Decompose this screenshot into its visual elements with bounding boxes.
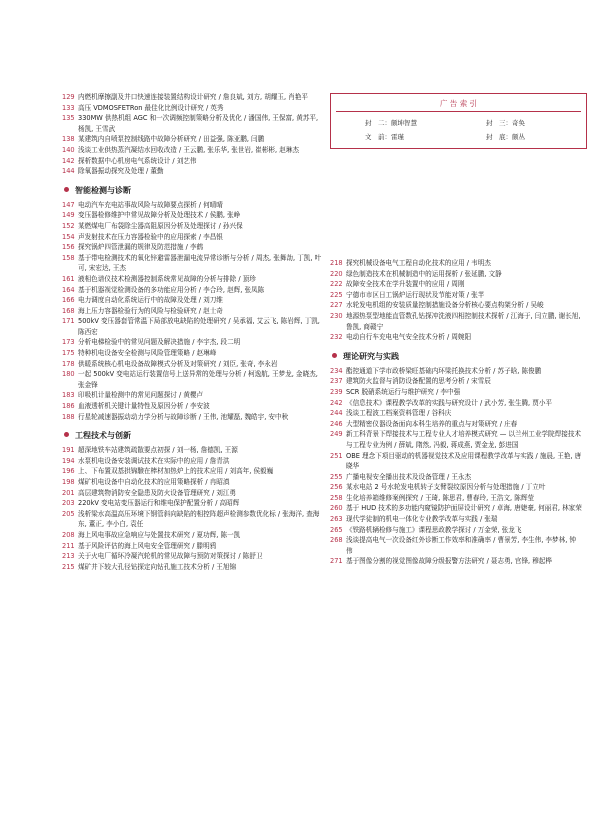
article-title: 探析数据中心机房电气系统设计 / 刘艺伟 <box>78 156 197 165</box>
article-title: 宁德市市区日工锅炉运行现状及节能对策 / 张芊 <box>346 290 485 299</box>
page-number: 265 <box>330 525 343 534</box>
article-title: 液相色谱仪技术检测器控制系统常见故障的分析与排除 / 顶珍 <box>78 274 256 283</box>
page-number: 255 <box>330 472 343 481</box>
article-title: 上、下布置双基拱锦驗在棒材加热炉上的技术应用 / 刘高年, 侯毅巍 <box>78 467 274 476</box>
page-number: 171 <box>62 317 75 326</box>
page-number: 258 <box>330 493 343 502</box>
article-title: 超深地铁车站建筑疏散要点初探 / 刘一杨, 詹德凯, 王源 <box>78 446 238 455</box>
page-number: 249 <box>330 430 343 439</box>
section-bullet-icon <box>64 432 69 437</box>
article-title: 现代学徒制的机电一体化专业教学改革与实践 / 张瑞 <box>346 515 498 524</box>
toc-entry <box>62 541 324 552</box>
toc-entry <box>62 200 324 211</box>
toc-entry <box>62 348 324 359</box>
toc-entry <box>330 493 582 504</box>
ad-index-box <box>330 93 587 149</box>
page-number: 138 <box>62 135 75 144</box>
toc-entry <box>330 408 582 419</box>
article-title: 浅析梁水高温高压环境下钢管斜向缺陷的相控阵超声检测参数优化标 / 张海洋, 查海东, 董正, 李小白, 袁任 <box>78 509 320 529</box>
toc-entry <box>62 166 324 177</box>
article-title: 基于带电检测技术的氧化锌避雷器泄漏电流异常诊断与分析 / 周杰, 张舞劼, 丁凯, 叶可, 宋宏达, 王杰 <box>78 253 322 273</box>
toc-entry <box>330 525 582 536</box>
page-number: 244 <box>330 409 343 418</box>
article-title: 500kV 变压器套管常温下局部放电缺陷的处理研究 / 吴承福, 艾云飞, 陈岩辉, 丁凯, 陈西宏 <box>78 317 320 336</box>
article-title: 供暖系统核心机电设备故障模式分析及对策研究 / 刘臣, 张奇, 李永岩 <box>78 359 278 368</box>
toc-entry <box>62 306 324 317</box>
article-title: 《铁路机辆检修与施工》课程思政教学探讨 / 万金荣, 张龙飞 <box>346 525 522 534</box>
article-title: 内燃机摩擦副及井口快速连接装置结构设计研究 / 詹良斌, 刘方, 胡耀玉, 肖艳平 <box>78 93 308 101</box>
article-title: 印吸机计量检测中的常见问题探讨 / 黄樱卢 <box>78 391 204 400</box>
article-title: 广播电视安全播出技术及设备管理 / 王永杰 <box>346 472 472 481</box>
page-number: 256 <box>330 483 343 492</box>
article-title: 煤矿井下较大孔径钻探定向钻孔施工技术分析 / 王旭锦 <box>78 562 237 571</box>
article-title: 行星轮减速器振动动力学分析与故障诊断 / 王伟, 池耀磊, 魏皓宇, 安中秋 <box>78 412 289 421</box>
article-title: 电动汽车充电站事故风险与故障要点探析 / 何晴晴 <box>78 200 223 209</box>
article-title: 某水电站 2 号水轮发电机转子支臂裂纹原因分析与处理措施 / 丁立叶 <box>346 483 546 492</box>
toc-left-column <box>62 92 324 572</box>
page-number: 156 <box>62 243 75 252</box>
page-number: 230 <box>330 311 343 320</box>
page-number: 161 <box>62 274 75 283</box>
page-number: 211 <box>62 541 75 550</box>
toc-entry <box>62 390 324 401</box>
toc-entry <box>330 300 582 311</box>
article-title: 分析电梯检验中的常见问题及解决措施 / 李宇杰, 段二明 <box>78 338 241 347</box>
toc-entry <box>330 472 582 483</box>
page-number: 213 <box>62 552 75 561</box>
page-number: 232 <box>330 333 343 342</box>
page-number: 205 <box>62 509 75 518</box>
page-number: 225 <box>330 290 343 299</box>
ad-index-item: 封 底：颇丛 <box>486 133 525 141</box>
toc-entry <box>330 332 582 343</box>
page-number: 168 <box>62 306 75 315</box>
article-title: 浅谈工程波工档案资料管理 / 谷科庆 <box>346 409 452 418</box>
toc-entry <box>330 398 582 409</box>
article-title: 煤矿机电设备中自动化技术的应用策略探析 / 冉昭滇 <box>78 478 230 486</box>
article-title: 大型精密仪器设备面向本科生培养的重点与对策研究 / 庄春 <box>346 419 518 428</box>
article-title: 海上压力容器检验行为的风险与检验研究 / 赵士奇 <box>78 306 223 315</box>
toc-entry <box>330 514 582 525</box>
page-number: 142 <box>62 156 75 165</box>
article-title: 《信息技术》课程教学改革的实践与研究设计 / 武小芳, 张生腾, 贾小平 <box>346 398 553 407</box>
page-number: 237 <box>330 377 343 386</box>
page-number: 234 <box>330 366 343 375</box>
page-number: 183 <box>62 391 75 400</box>
page-number: 135 <box>62 114 75 123</box>
toc-entry <box>330 376 582 387</box>
toc-group-continued-right <box>330 258 582 343</box>
toc-entry <box>330 419 582 430</box>
page-number: 129 <box>62 93 75 101</box>
toc-entry <box>62 156 324 167</box>
article-title: 海上风电事故应急响应与处置技术研究 / 夏功辉, 陈一凯 <box>78 530 241 539</box>
article-title: 某建筑内自喷泵控制线路中故障分析研究 / 田益强, 陈亚鹏, 闫鹏 <box>78 135 265 144</box>
page-number: 271 <box>330 557 343 566</box>
toc-entry <box>62 530 324 541</box>
page-number: 147 <box>62 200 75 209</box>
toc-entry <box>330 503 582 514</box>
toc-entry <box>62 92 324 103</box>
article-title: 电动自行车充电电气安全技术分析 / 周婉阳 <box>346 333 472 342</box>
page-number: 175 <box>62 349 75 358</box>
article-title: 水轮发电机组的安装质量控制措施设备分析核心要点构架分析 / 吴峻 <box>346 301 544 310</box>
section-heading-theory: 理论研究与实践 <box>332 351 582 363</box>
toc-entry <box>62 498 324 509</box>
toc-entry <box>62 253 324 274</box>
page-number: 166 <box>62 296 75 305</box>
article-title: 基于图像分割的视觉图像故障分级报警方法研究 / 聂志勇, 官锋, 穆起桦 <box>346 557 553 566</box>
toc-entry <box>330 451 582 472</box>
toc-entry <box>62 551 324 562</box>
article-title: 基于 HUD 技术的多功能内窥镜防护面屏设计研究 / 卓海, 唐婕豪, 何丽君, 林家荣 <box>346 504 582 513</box>
page-number: 251 <box>330 451 343 460</box>
toc-entry <box>330 429 582 450</box>
toc-entry <box>62 509 324 530</box>
article-title: 建筑防火监督与消防设备配置的思考分析 / 宋雪辰 <box>346 377 491 386</box>
toc-group-smart-detection <box>62 200 324 422</box>
page-number: 268 <box>330 536 343 545</box>
article-title: 特种机电设备安全检测与风险管理策略 / 赵琳峰 <box>78 349 217 358</box>
toc-entry <box>330 366 582 377</box>
toc-entry <box>62 134 324 145</box>
toc-entry <box>62 456 324 467</box>
section-heading-engineering: 工程技术与创新 <box>64 430 324 442</box>
page-number: 220 <box>330 269 343 278</box>
page-number: 173 <box>62 338 75 347</box>
toc-group-theory <box>330 366 582 567</box>
article-title: 血液透析机关键计量特性及原因分析 / 李安波 <box>78 402 210 411</box>
article-title: 220kV 变电站变压器运行和维电保护配置分析 / 高昭辉 <box>78 499 240 508</box>
toc-entry <box>62 232 324 243</box>
ad-index-item: 文 前：雷瑾 <box>365 133 404 141</box>
toc-entry <box>62 316 324 337</box>
page-number: 196 <box>62 467 75 476</box>
toc-entry <box>62 488 324 499</box>
page-number: 133 <box>62 103 75 112</box>
toc-entry <box>330 269 582 280</box>
ad-index-item: 封 三：奇奂 <box>486 119 525 127</box>
toc-entry <box>62 466 324 477</box>
page-number: 194 <box>62 456 75 465</box>
toc-right-column <box>330 258 582 567</box>
toc-entry <box>62 337 324 348</box>
article-title: 基于风险评估的海上风电安全管理研究 / 滕明鸦 <box>78 541 217 550</box>
article-title: 一起 500kV 变电站运行装置信号上送异常的处理与分析 / 柯逸航, 王梦龙, 金晓杰, 张金锋 <box>78 370 318 389</box>
page-number: 164 <box>62 285 75 294</box>
page-number: 201 <box>62 488 75 497</box>
toc-entry <box>330 556 582 567</box>
toc-entry <box>62 401 324 412</box>
toc-entry <box>62 445 324 456</box>
page-number: 203 <box>62 499 75 508</box>
page-number: 149 <box>62 211 75 220</box>
ad-index-item: 封 二：颇坤智慧 <box>365 119 417 127</box>
toc-entry <box>330 311 582 332</box>
toc-entry <box>330 387 582 398</box>
article-title: 除氧器振动探究及处理 / 董勤 <box>78 167 164 176</box>
page-number: 158 <box>62 253 75 262</box>
ad-index-title: 广 告 索 引 <box>439 99 478 108</box>
page-number: 154 <box>62 232 75 241</box>
toc-entry <box>62 113 324 134</box>
page-number: 246 <box>330 419 343 428</box>
article-title: OBE 理念下项目驱动的机器视觉技术及应用课程教学改革与实践 / 施晨, 王艳, 唐晓华 <box>346 451 582 471</box>
article-title: 浅谈工业供热蒸汽凝结水回收改造 / 王云鹏, 张乐华, 张世岩, 崔彬彬, 赵琳杰 <box>78 145 299 154</box>
toc-entry <box>62 145 324 156</box>
page-number: 260 <box>330 504 343 513</box>
article-title: 声发射技术在压力容器检验中的应用探索 / 李昌银 <box>78 232 223 241</box>
toc-entry <box>62 285 324 296</box>
section-bullet-icon <box>64 187 69 192</box>
page-number: 239 <box>330 387 343 396</box>
article-title: 酯控通道下学市政桥梁旺基础内环梁托换技术分析 / 苏子晗, 陈俊鹏 <box>346 366 542 375</box>
article-title: 水泵机电设备安装调试技术在实际中的应用 / 詹青洪 <box>78 456 230 465</box>
article-title: 探究机械设备电气工程自动化技术的应用 / 韦明杰 <box>346 259 491 267</box>
toc-entry <box>62 359 324 370</box>
article-title: 高层建筑物消防安全隐患及防火设备管理研究 / 刘江勇 <box>78 488 237 497</box>
article-title: 330MW 供热机组 AGC 和一次调频控制策略分析及优化 / 潘国伟, 王保富, 黄苏平, 杨凯, 王雪武 <box>78 114 319 133</box>
page-number: 144 <box>62 167 75 176</box>
section-heading-smart-detection: 智能检测与诊断 <box>64 185 324 197</box>
toc-group-continued <box>62 92 324 177</box>
toc-entry <box>62 477 324 488</box>
toc-group-engineering <box>62 445 324 572</box>
article-title: 高压 VDMOSFETRon 最佳化比例设计研究 / 英秀 <box>78 103 224 112</box>
toc-entry <box>62 221 324 232</box>
page-number: 140 <box>62 145 75 154</box>
article-title: 基于机器视觉检测设备的多功能应用分析 / 李合玲, 赵辉, 张凤陈 <box>78 285 265 294</box>
page-number: 242 <box>330 398 343 407</box>
section-bullet-icon <box>332 353 337 358</box>
page-number: 208 <box>62 530 75 539</box>
toc-entry <box>330 279 582 290</box>
article-title: 探究锅炉四管泄漏的规律及防范措施 / 李鹤 <box>78 243 204 252</box>
toc-entry <box>62 295 324 306</box>
page-number: 215 <box>62 562 75 571</box>
page-number: 263 <box>330 515 343 524</box>
toc-entry <box>62 103 324 114</box>
article-title: 变压器检修维护中常见故障分析及处理技术 / 侯鹏, 张峥 <box>78 211 241 220</box>
page-number: 180 <box>62 370 75 379</box>
page-number: 152 <box>62 221 75 230</box>
page-number: 222 <box>330 280 343 289</box>
toc-entry <box>62 242 324 253</box>
article-title: 浅谈提高电气一次设备红外诊断工作效率和准确率 / 曹景芳, 李生伟, 李梦林, 钟伟 <box>346 536 576 555</box>
toc-entry <box>62 274 324 285</box>
page-number: 198 <box>62 478 75 486</box>
toc-entry <box>330 482 582 493</box>
page-number: 188 <box>62 412 75 421</box>
toc-entry <box>62 369 324 390</box>
article-title: 新工科背景下焊接技术与工程专业人才培养模式研究 — 以兰州工业学院焊接技术与工程专业为例 / 薛斌, 隋然, 冯毅, 蒋成燕, 贾金龙, 彭进国 <box>346 430 581 449</box>
ad-index-divider <box>336 111 581 112</box>
article-title: 某燃煤电厂布袋除尘器高阻原因分析及处理探讨 / 孙兴保 <box>78 221 243 230</box>
article-title: 关于火电厂循环冷凝汽轮机的常见故障与预防对策探讨 / 陈舒卫 <box>78 552 263 561</box>
toc-entry <box>62 210 324 221</box>
page-number: 218 <box>330 259 343 267</box>
page-number: 227 <box>330 301 343 310</box>
toc-entry <box>62 562 324 573</box>
article-title: 绿色制造技术在机械制造中的运用探析 / 张延鹏, 文静 <box>346 269 502 278</box>
article-title: 地源热泵型地能直管数孔钻探冲洗液四相控制技术探析 / 江海于, 闫立鹏, 谢长旭, 鲁凯, 商赣宁 <box>346 311 581 331</box>
page-number: 178 <box>62 359 75 368</box>
article-title: 生化培养箱维修案例探究 / 王琦, 陈思君, 曹春玲, 王浩文, 陈辉莹 <box>346 493 535 502</box>
page-number: 186 <box>62 402 75 411</box>
toc-entry <box>330 535 582 556</box>
page-number: 191 <box>62 446 75 455</box>
toc-entry <box>330 290 582 301</box>
article-title: SCR 脱硝系统运行与维护研究 / 李中强 <box>346 387 461 396</box>
article-title: 故障安全技术在学升装置中的应用 / 周刚 <box>346 280 465 289</box>
article-title: 电力调度自动化系统运行中的故障及处理 / 刘刀维 <box>78 296 223 305</box>
toc-entry <box>330 258 582 269</box>
toc-entry <box>62 412 324 423</box>
